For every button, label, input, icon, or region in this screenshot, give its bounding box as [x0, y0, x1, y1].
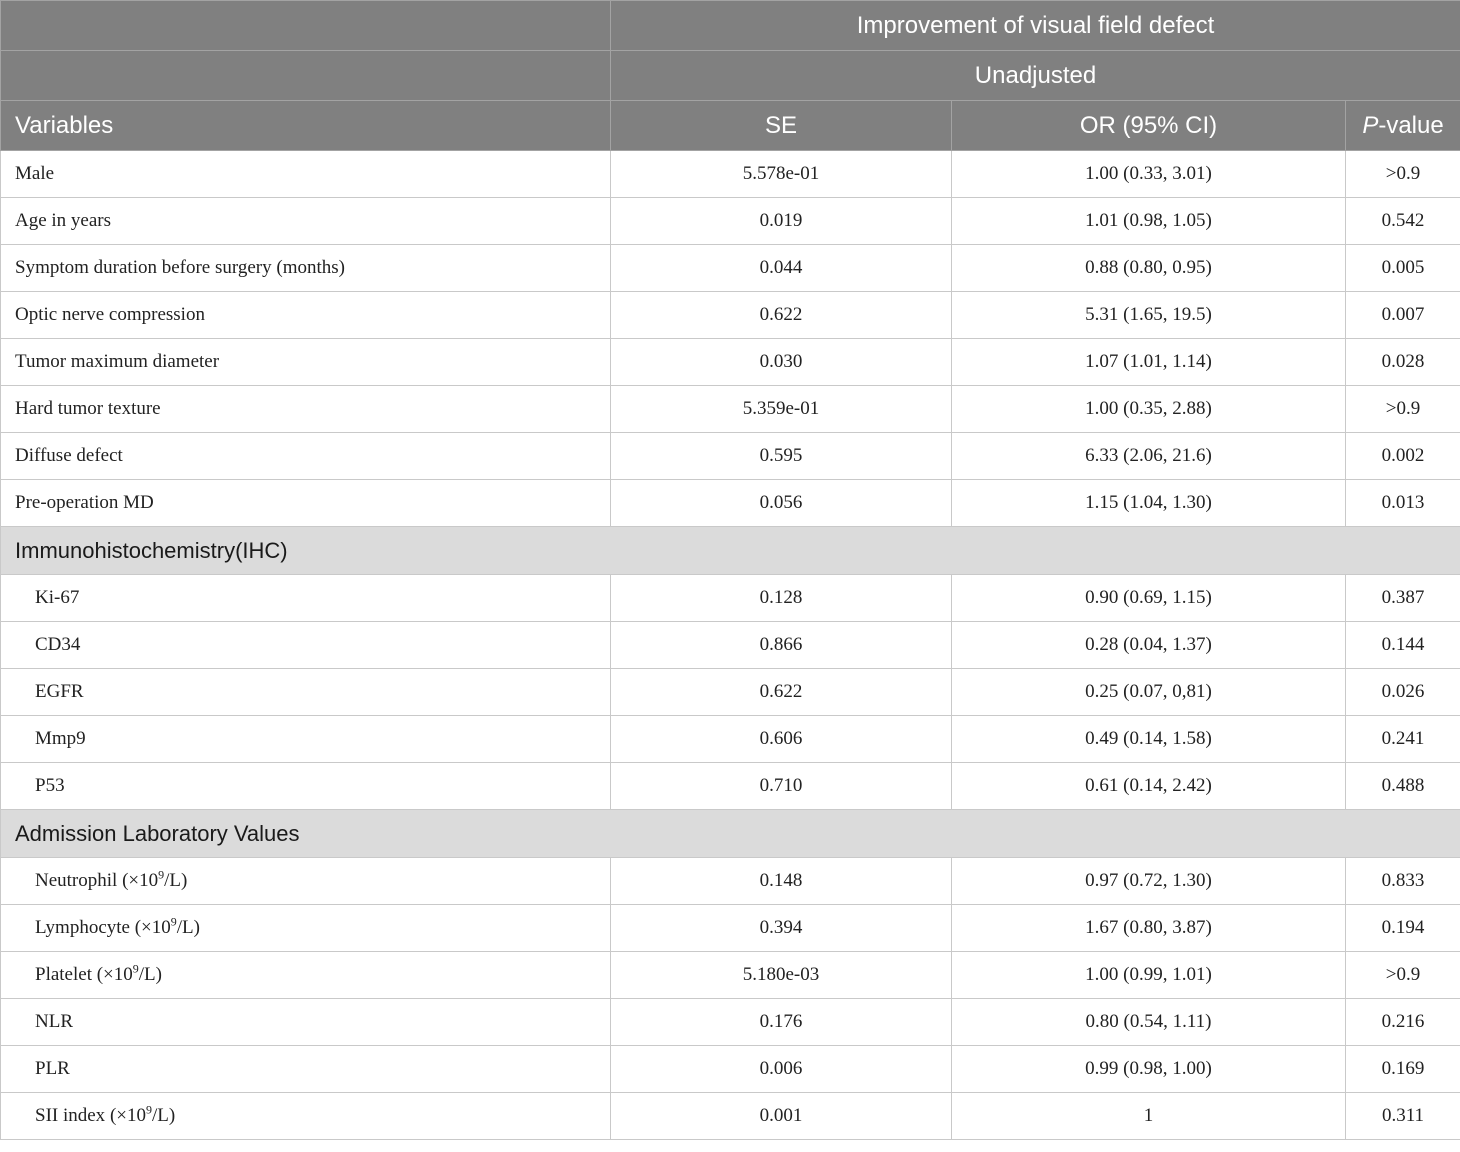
- row-label: Symptom duration before surgery (months): [1, 245, 611, 292]
- row-p: >0.9: [1346, 386, 1460, 433]
- unit-exponent: 9: [158, 867, 165, 882]
- row-p: 0.007: [1346, 292, 1460, 339]
- p-letter: P: [1362, 111, 1379, 139]
- row-p: 0.002: [1346, 433, 1460, 480]
- table-row: [1, 716, 1460, 763]
- row-se: 5.180e-03: [611, 952, 952, 999]
- row-p: 0.013: [1346, 480, 1460, 527]
- lab-name: Platelet: [35, 964, 92, 985]
- table-row: [1, 480, 1460, 527]
- header-blank-cell: [1, 51, 611, 101]
- table-row: [1, 433, 1460, 480]
- row-p: >0.9: [1346, 952, 1460, 999]
- lab-name: Lymphocyte: [35, 917, 130, 938]
- unit-prefix: (×10: [91, 964, 133, 985]
- header-blank-cell: [1, 1, 611, 51]
- row-or: 0.25 (0.07, 0,81): [952, 669, 1346, 716]
- row-or: 0.61 (0.14, 2.42): [952, 763, 1346, 810]
- table-row: [1, 575, 1460, 622]
- row-p: 0.005: [1346, 245, 1460, 292]
- row-label: EGFR: [1, 669, 611, 716]
- row-label: Mmp9: [1, 716, 611, 763]
- table-row: [1, 1093, 1460, 1140]
- row-se: 0.148: [611, 858, 952, 905]
- table-body: [1, 151, 1460, 1140]
- row-label: [1, 1093, 611, 1140]
- row-p: 0.833: [1346, 858, 1460, 905]
- header-row-group: [1, 1, 1460, 51]
- table-row: [1, 339, 1460, 386]
- row-or: 0.88 (0.80, 0.95): [952, 245, 1346, 292]
- row-or: 1.07 (1.01, 1.14): [952, 339, 1346, 386]
- table-row: [1, 622, 1460, 669]
- row-se: 0.128: [611, 575, 952, 622]
- section-title: Immunohistochemistry(IHC): [1, 527, 1460, 575]
- lab-name: Neutrophil: [35, 870, 118, 891]
- unit-exponent: 9: [145, 1102, 152, 1117]
- table-row: [1, 386, 1460, 433]
- row-or: 0.99 (0.98, 1.00): [952, 1046, 1346, 1093]
- section-row-ihc: [1, 527, 1460, 575]
- row-p: 0.026: [1346, 669, 1460, 716]
- unit-suffix: /L): [176, 917, 200, 938]
- row-p: 0.311: [1346, 1093, 1460, 1140]
- row-p: 0.216: [1346, 999, 1460, 1046]
- unit-suffix: /L): [151, 1105, 176, 1126]
- unit-prefix: (×10: [117, 870, 159, 891]
- table-row: [1, 905, 1460, 952]
- row-label: [1, 905, 611, 952]
- row-label: Optic nerve compression: [1, 292, 611, 339]
- row-or: 1.01 (0.98, 1.05): [952, 198, 1346, 245]
- row-se: 0.710: [611, 763, 952, 810]
- column-header-p-value: [1346, 101, 1460, 151]
- table-row: [1, 292, 1460, 339]
- row-or: 0.28 (0.04, 1.37): [952, 622, 1346, 669]
- row-p: 0.241: [1346, 716, 1460, 763]
- row-or: 0.97 (0.72, 1.30): [952, 858, 1346, 905]
- column-header-se: SE: [611, 101, 952, 151]
- row-or: 1.00 (0.33, 3.01): [952, 151, 1346, 198]
- header-row-columns: [1, 101, 1460, 151]
- subgroup-title: Unadjusted: [611, 51, 1460, 101]
- row-or: 0.90 (0.69, 1.15): [952, 575, 1346, 622]
- row-or: 0.80 (0.54, 1.11): [952, 999, 1346, 1046]
- row-se: 0.006: [611, 1046, 952, 1093]
- row-or: 1.00 (0.99, 1.01): [952, 952, 1346, 999]
- group-title: Improvement of visual field defect: [611, 1, 1460, 51]
- row-label: Hard tumor texture: [1, 386, 611, 433]
- row-label: Ki-67: [1, 575, 611, 622]
- row-se: 0.595: [611, 433, 952, 480]
- column-header-or: OR (95% CI): [952, 101, 1346, 151]
- row-se: 0.030: [611, 339, 952, 386]
- row-se: 0.019: [611, 198, 952, 245]
- table-header: [1, 1, 1460, 151]
- row-se: 0.622: [611, 292, 952, 339]
- row-or: 0.49 (0.14, 1.58): [952, 716, 1346, 763]
- row-se: 0.056: [611, 480, 952, 527]
- lab-name: SII index: [35, 1105, 106, 1126]
- row-se: 0.866: [611, 622, 952, 669]
- row-p: 0.488: [1346, 763, 1460, 810]
- unit-prefix: (×10: [105, 1105, 146, 1126]
- table-row: [1, 669, 1460, 716]
- row-se: 5.578e-01: [611, 151, 952, 198]
- table-row: [1, 763, 1460, 810]
- row-label: Age in years: [1, 198, 611, 245]
- row-p: 0.387: [1346, 575, 1460, 622]
- row-or: 1.67 (0.80, 3.87): [952, 905, 1346, 952]
- row-or: 5.31 (1.65, 19.5): [952, 292, 1346, 339]
- row-p: 0.542: [1346, 198, 1460, 245]
- row-label: Tumor maximum diameter: [1, 339, 611, 386]
- table-row: [1, 245, 1460, 292]
- row-label: P53: [1, 763, 611, 810]
- row-se: 0.001: [611, 1093, 952, 1140]
- row-label: [1, 952, 611, 999]
- row-or: 6.33 (2.06, 21.6): [952, 433, 1346, 480]
- row-label: Diffuse defect: [1, 433, 611, 480]
- section-title: Admission Laboratory Values: [1, 810, 1460, 858]
- row-p: >0.9: [1346, 151, 1460, 198]
- column-header-variables: Variables: [1, 101, 611, 151]
- row-p: 0.169: [1346, 1046, 1460, 1093]
- table-row: [1, 198, 1460, 245]
- row-label: CD34: [1, 622, 611, 669]
- row-se: 0.176: [611, 999, 952, 1046]
- p-suffix: -value: [1378, 111, 1444, 139]
- row-se: 0.622: [611, 669, 952, 716]
- row-p: 0.194: [1346, 905, 1460, 952]
- unit-suffix: /L): [138, 964, 162, 985]
- unit-exponent: 9: [170, 914, 177, 929]
- table-row: [1, 999, 1460, 1046]
- row-p: 0.028: [1346, 339, 1460, 386]
- row-label: NLR: [1, 999, 611, 1046]
- row-label: [1, 858, 611, 905]
- row-se: 0.044: [611, 245, 952, 292]
- section-row-lab: [1, 810, 1460, 858]
- row-se: 0.394: [611, 905, 952, 952]
- unit-suffix: /L): [164, 870, 188, 891]
- row-label: Male: [1, 151, 611, 198]
- row-p: 0.144: [1346, 622, 1460, 669]
- row-or: 1.00 (0.35, 2.88): [952, 386, 1346, 433]
- row-label: PLR: [1, 1046, 611, 1093]
- table-row: [1, 952, 1460, 999]
- row-se: 0.606: [611, 716, 952, 763]
- row-or: 1.15 (1.04, 1.30): [952, 480, 1346, 527]
- table-row: [1, 151, 1460, 198]
- unit-exponent: 9: [132, 961, 139, 976]
- table-row: [1, 858, 1460, 905]
- unit-prefix: (×10: [129, 917, 171, 938]
- table-row: [1, 1046, 1460, 1093]
- header-row-subgroup: [1, 51, 1460, 101]
- row-label: Pre-operation MD: [1, 480, 611, 527]
- row-or: 1: [952, 1093, 1346, 1140]
- row-se: 5.359e-01: [611, 386, 952, 433]
